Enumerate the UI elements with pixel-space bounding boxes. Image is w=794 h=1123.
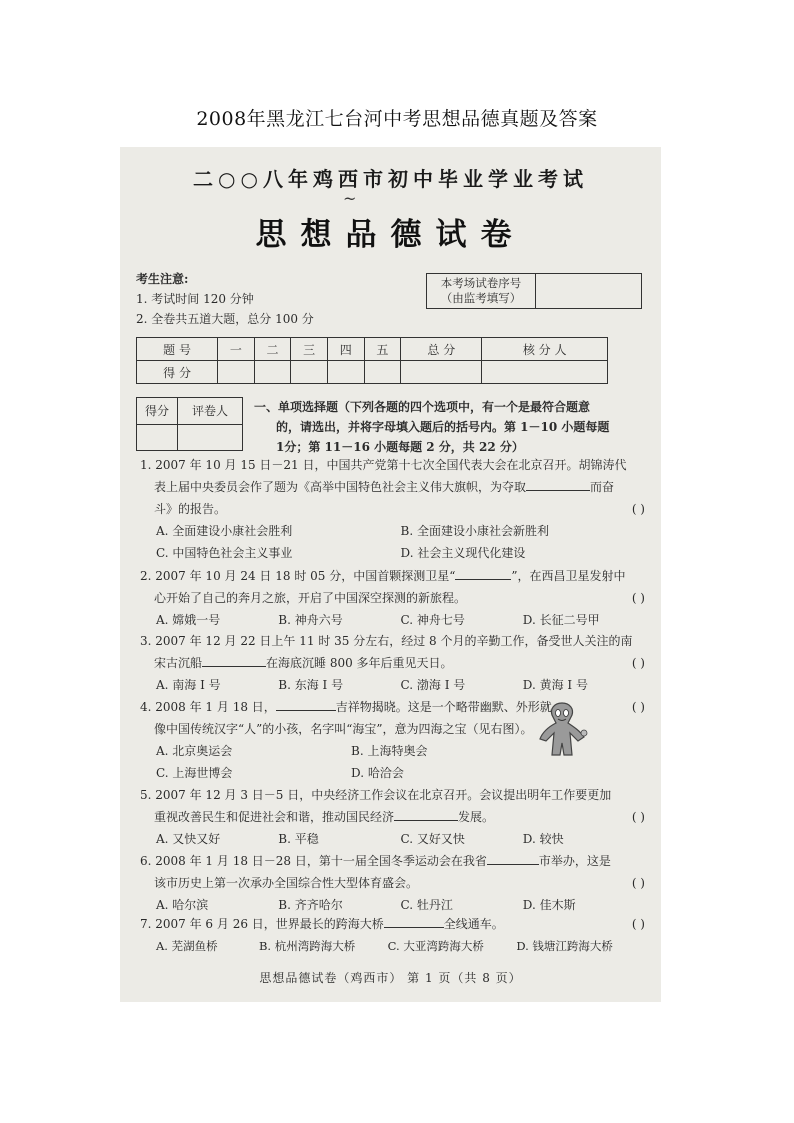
q6-option-c: C. 牡丹江 — [400, 898, 453, 912]
score-cell: 五 — [364, 338, 401, 361]
score-cell: 核 分 人 — [482, 338, 608, 361]
answer-parentheses: ( ) — [631, 810, 645, 824]
q4-line-1a: 4. 2008 年 1 月 18 日， — [140, 700, 276, 714]
q2-options — [140, 609, 645, 631]
q7-line-1b: 全线通车。 — [443, 917, 504, 931]
score-blank-cell — [291, 361, 328, 384]
notice-title: 考生注意: — [136, 272, 189, 286]
q3-line-2a: 宋古沉船 — [154, 656, 203, 670]
exam-scan — [120, 147, 661, 1002]
section-1-instructions — [254, 397, 644, 457]
answer-parentheses: ( ) — [631, 700, 645, 714]
sequence-value-cell — [536, 274, 641, 308]
answer-blank — [394, 820, 458, 821]
section-1-line-1: 一、单项选择题（下列各题的四个选项中，有一个是最符合题意 — [254, 400, 591, 414]
q5-line-2b: 发展。 — [458, 810, 495, 824]
q6-line-2: 该市历史上第一次承办全国综合性大型体育盛会。 — [154, 876, 419, 890]
q3-line-2b: 在海底沉睡 800 多年后重见天日。 — [266, 656, 453, 670]
q4-option-c: C. 上海世博会 — [156, 766, 233, 780]
q4-line-2: 像中国传统汉字“人”的小孩，名字叫“海宝”，意为四海之宝（见右图）。 — [154, 722, 533, 736]
q7-option-b: B. 杭州湾跨海大桥 — [258, 939, 356, 953]
q2-option-b: B. 神舟六号 — [278, 613, 343, 627]
grader-reviewer-cell — [178, 425, 242, 451]
q1-option-d: D. 社会主义现代化建设 — [400, 546, 526, 560]
section-1-line-2: 的，请选出，并将字母填入题后的括号内。第 1－10 小题每题 — [276, 420, 610, 434]
answer-parentheses: ( ) — [631, 917, 645, 931]
answer-blank — [202, 666, 266, 667]
q5-options — [140, 828, 645, 850]
answer-parentheses: ( ) — [631, 876, 645, 890]
q4-line-1b: 吉祥物揭晓。这是一个略带幽默、外形就 — [335, 700, 552, 714]
q5-line-1: 5. 2007 年 12 月 3 日－5 日，中央经济工作会议在北京召开。会议提出明年工作要更加 — [140, 788, 612, 802]
exam-header: 二○○八年鸡西市初中毕业学业考试 — [193, 167, 588, 191]
q4-option-b: B. 上海特奥会 — [351, 744, 428, 758]
q1-line-2b: 而奋 — [590, 480, 615, 494]
q1-line-2a: 表上届中央委员会作了题为《高举中国特色社会主义伟大旗帜，为夺取 — [154, 480, 527, 494]
question-5 — [140, 784, 645, 850]
score-row-label: 得 分 — [137, 361, 218, 384]
q5-line-2a: 重视改善民生和促进社会和谐，推动国民经济 — [154, 810, 395, 824]
document-title: 2008年黑龙江七台河中考思想品德真题及答案 — [196, 108, 598, 130]
q6-line-1a: 6. 2008 年 1 月 18 日－28 日，第十一届全国冬季运动会在我省 — [140, 854, 487, 868]
score-blank-cell — [401, 361, 482, 384]
answer-blank — [487, 864, 539, 865]
q5-option-c: C. 又好又快 — [400, 832, 465, 846]
q6-option-b: B. 齐齐哈尔 — [278, 898, 343, 912]
sequence-label-line-1: 本考场试卷序号 — [440, 276, 522, 290]
section-1-line-3: 1分；第 11－16 小题每题 2 分，共 22 分） — [276, 440, 524, 454]
score-blank-cell — [254, 361, 291, 384]
score-blank-cell — [364, 361, 401, 384]
q7-options — [140, 935, 645, 957]
score-cell: 一 — [218, 338, 255, 361]
q5-option-a: A. 又快又好 — [156, 832, 221, 846]
q1-line-3: 斗》的报告。 — [154, 502, 227, 516]
q1-options — [140, 520, 645, 564]
grader-reviewer-label: 评卷人 — [191, 404, 228, 418]
q2-line-1b: ”，在西昌卫星发射中 — [511, 569, 626, 583]
grader-score-cell — [137, 425, 178, 451]
score-cell: 总 分 — [401, 338, 482, 361]
notice-item-1: 1. 考试时间 120 分钟 — [136, 292, 254, 306]
q3-option-d: D. 黄海 I 号 — [522, 678, 588, 692]
answer-blank — [384, 927, 444, 928]
score-cell: 二 — [254, 338, 291, 361]
exam-title: 思想品德试卷 — [255, 217, 526, 253]
score-blank-cell — [327, 361, 364, 384]
q3-options — [140, 674, 645, 696]
score-header-row — [137, 338, 608, 361]
question-3 — [140, 630, 645, 696]
paper-sequence-box — [426, 273, 642, 309]
question-6 — [140, 850, 645, 916]
score-cell: 四 — [327, 338, 364, 361]
grader-box — [136, 397, 243, 451]
q1-line-1: 1. 2007 年 10 月 15 日－21 日，中国共产党第十七次全国代表大会在北京召开。胡锦涛代 — [140, 458, 627, 472]
score-blank-cell — [482, 361, 608, 384]
notice-item-2: 2. 全卷共五道大题，总分 100 分 — [136, 312, 314, 326]
answer-parentheses: ( ) — [631, 656, 645, 670]
q3-option-a: A. 南海 I 号 — [156, 678, 221, 692]
q4-option-d: D. 哈洽会 — [351, 766, 404, 780]
q5-option-b: B. 平稳 — [278, 832, 319, 846]
answer-blank — [276, 710, 336, 711]
sequence-label — [427, 274, 536, 308]
score-cell: 三 — [291, 338, 328, 361]
haibao-mascot-image — [532, 699, 592, 761]
answer-parentheses: ( ) — [631, 502, 645, 516]
q6-line-1b: 市举办，这是 — [538, 854, 611, 868]
q4-options — [140, 740, 546, 784]
q6-option-d: D. 佳木斯 — [522, 898, 576, 912]
grader-score-label: 得分 — [137, 398, 178, 424]
q2-line-2: 心开始了自己的奔月之旅，开启了中国深空探测的新旅程。 — [154, 591, 467, 605]
page-footer: 思想品德试卷（鸡西市） 第 1 页（共 8 页） — [259, 971, 522, 985]
sequence-label-line-2: （由监考填写） — [440, 291, 522, 305]
q5-option-d: D. 较快 — [522, 832, 564, 846]
answer-blank — [455, 579, 511, 580]
q2-option-d: D. 长征二号甲 — [522, 613, 600, 627]
q7-line-1a: 7. 2007 年 6 月 26 日，世界最长的跨海大桥 — [140, 917, 384, 931]
q1-option-c: C. 中国特色社会主义事业 — [156, 546, 293, 560]
q4-option-a: A. 北京奥运会 — [156, 744, 233, 758]
q6-option-a: A. 哈尔滨 — [156, 898, 209, 912]
q3-option-c: C. 渤海 I 号 — [400, 678, 466, 692]
score-table — [136, 337, 608, 384]
q3-line-1: 3. 2007 年 12 月 22 日上午 11 时 35 分左右，经过 8 个月的辛勤工作，备受世人关注的南 — [140, 634, 633, 648]
q2-line-1a: 2. 2007 年 10 月 24 日 18 时 05 分，中国首颗探测卫星“ — [140, 569, 456, 583]
q7-option-d: D. 钱塘江跨海大桥 — [516, 939, 613, 953]
q3-option-b: B. 东海 I 号 — [278, 678, 344, 692]
answer-blank — [526, 490, 590, 491]
q7-option-c: C. 大亚湾跨海大桥 — [387, 939, 484, 953]
q2-option-a: A. 嫦娥一号 — [156, 613, 221, 627]
q1-option-a: A. 全面建设小康社会胜利 — [156, 524, 293, 538]
q1-option-b: B. 全面建设小康社会新胜利 — [400, 524, 549, 538]
answer-parentheses: ( ) — [631, 591, 645, 605]
score-cell: 题 号 — [137, 338, 218, 361]
score-blank-cell — [218, 361, 255, 384]
question-7 — [140, 913, 645, 957]
q7-option-a: A. 芜湖鱼桥 — [156, 939, 218, 953]
q2-option-c: C. 神舟七号 — [400, 613, 465, 627]
score-value-row — [137, 361, 608, 384]
question-1 — [140, 454, 645, 564]
candidate-notice — [136, 269, 314, 329]
question-2 — [140, 565, 645, 631]
tilde-mark: ~ — [343, 189, 357, 208]
